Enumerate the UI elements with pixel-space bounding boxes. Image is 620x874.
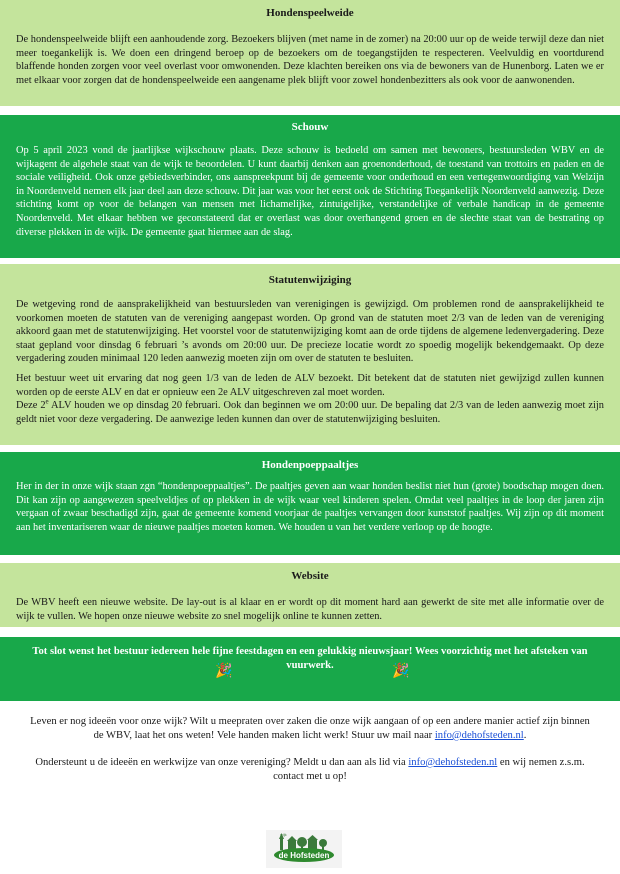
contact-membership [0, 756, 620, 784]
section-statutenwijziging [0, 264, 620, 445]
section-closing [0, 637, 620, 701]
party-popper-icon: 🎉 [392, 664, 410, 679]
logo-text: de Hofsteden [278, 851, 330, 860]
party-popper-icon: 🎉 [215, 664, 233, 679]
body3-sup: e [45, 397, 49, 406]
section-body: Her in der in onze wijk staan zgn “hondenpoeppaaltjes”. De paaltjes geven aan waar honden beslist niet hun (grote) boodschap mogen doen. Dit kan zijn op aangewezen speelveldjes of op plekken in de wijk waar veel kinderen spelen. Omdat veel paaltjes in de loop der jaren zijn vergaan of zwaar beschadigd zijn, gaat de gemeente komend voorjaar de paaltjes vervangen door kunststof paaltjes. Wij zijn op dit moment aan het inventariseren waar de nieuwe paaltjes moeten komen. We houden u van het verdere verloop op de hoogte. [16, 481, 604, 533]
section-title: Statutenwijziging [268, 274, 352, 286]
logo-small-text: wijk [280, 832, 287, 837]
contact-ideas-end: . [523, 730, 527, 741]
section-hondenspeelweide [0, 0, 620, 106]
section-title: Hondenpoeppaaltjes [261, 459, 359, 471]
section-title: Hondenspeelweide [266, 7, 354, 19]
section-body: Op 5 april 2023 vond de jaarlijkse wijkschouw plaats. Deze schouw is bedoeld om samen met bewoners, bestuursleden WBV en de wijkagent de algehele staat van de wijk te beoordelen. U kunt daarbij denken aan groenonderhoud, de toestand van trottoirs en paden en de sociale veiligheid. Ook onze gebiedsverbinder, ons aanspreekpunt bij de gemeente voor onderhoud en een vertegenwoordiging van Welzijn in Noordenveld nemen elk jaar deel aan deze schouw. Dit jaar was voor het eerst ook de Stichting Toegankelijk Noordenveld aanwezig. Deze stichting komt op voor de belangen van mensen met lichamelijke, zintuigelijke, verstandelijke of verbale handicap in de gemeente Noordenveld. Met elkaar hebben we geconstateerd dat er overlast was door overhangend groen en de slechte staat van de bestrating op diverse plekken in de wijk. De gemeente gaat hiermee aan de slag. [16, 145, 604, 238]
closing-message: Tot slot wenst het bestuur iedereen hele fijne feestdagen en een gelukkig nieuwsjaar! Wees voorzichtig met het afsteken van vuurwerk. [32, 646, 588, 671]
contact-ideas [0, 715, 620, 743]
section-title: Schouw [291, 121, 329, 133]
section-hondenpoeppaaltjes [0, 452, 620, 555]
contact-membership-end: en wij nemen z.s.m. contact met u op! [273, 757, 585, 782]
hofsteden-logo [266, 830, 342, 868]
section-website [0, 563, 620, 627]
body3-post: ALV houden we op dinsdag 20 februari. Ook dan beginnen we om 20:00 uur. De bepaling dat 2/3 van de leden aanwezig moet zijn geldt niet voor deze vergadering. De aanwezige leden kunnen dan over de statutenwijziging besluiten. [16, 400, 604, 425]
body3-pre: Deze 2 [16, 400, 46, 412]
section-body: De hondenspeelweide blijft een aanhoudende zorg. Bezoekers blijven (met name in de zomer) na 20:00 uur op de weide terwijl deze dan niet meer toegankelijk is. We doen een dringend beroep op de bezoekers om de toegangstijden te respecteren. Veelvuldig en voortdurend blaffende honden zorgen voor veel overlast voor omwonenden. Deze klachten bereiken ons via de bewoners van de Hunenborg. Laten we er met elkaar voor zorgen dat de hondenspeelweide een aangename plek blijft voor zowel hondenbezitters als ook voor de aanwonenden. [16, 34, 604, 86]
section-body-1: De wetgeving rond de aansprakelijkheid van bestuursleden van verenigingen is gewijzigd. Om problemen rond de aansprakelijkheid te voorkomen moeten de statuten van de vereniging aangepast worden. Op grond van de statuten moet 2/3 van de leden van de vereniging akkoord gaan met de statutenwijziging. Het voorstel voor de statutenwijziging komt aan de orde tijdens de algemene ledenvergadering. Deze staat gepland voor dinsdag 6 februari ’s avonds om 20:00 uur. De precieze locatie wordt zo spoedig mogelijk bekendgemaakt. Op deze vergadering zouden minimaal 120 leden aanwezig moeten zijn om over de statuten te besluiten. [16, 299, 604, 365]
contact-membership-text: Ondersteunt u de ideeën en werkwijze van onze vereniging? Meldt u dan aan als lid via [35, 757, 409, 768]
section-title: Website [291, 570, 329, 582]
section-body: De WBV heeft een nieuwe website. De lay-out is al klaar en er wordt op dit moment hard aan gewerkt de site met alle informatie over de wijk te vullen. We hopen onze nieuwe website zo snel mogelijk online te kunnen zetten. [16, 597, 604, 622]
section-body-2: Het bestuur weet uit ervaring dat nog geen 1/3 van de leden de ALV bezoekt. Dit betekent dat de statuten niet gewijzigd zullen kunnen worden op de eerste ALV en dat er opnieuw een 2e ALV uitgeschreven zal moet worden. [16, 372, 604, 398]
section-body-3 [16, 399, 604, 426]
email-link[interactable]: info@dehofsteden.nl [408, 757, 498, 768]
email-link[interactable]: info@dehofsteden.nl [434, 730, 524, 741]
section-schouw [0, 115, 620, 258]
contact-ideas-text: Leven er nog ideeën voor onze wijk? Wilt u meepraten over zaken die onze wijk aangaan of op een andere manier actief zijn binnen de WBV, laat het ons weten! Vele handen maken licht werk! Stuur uw mail naar [30, 716, 590, 741]
